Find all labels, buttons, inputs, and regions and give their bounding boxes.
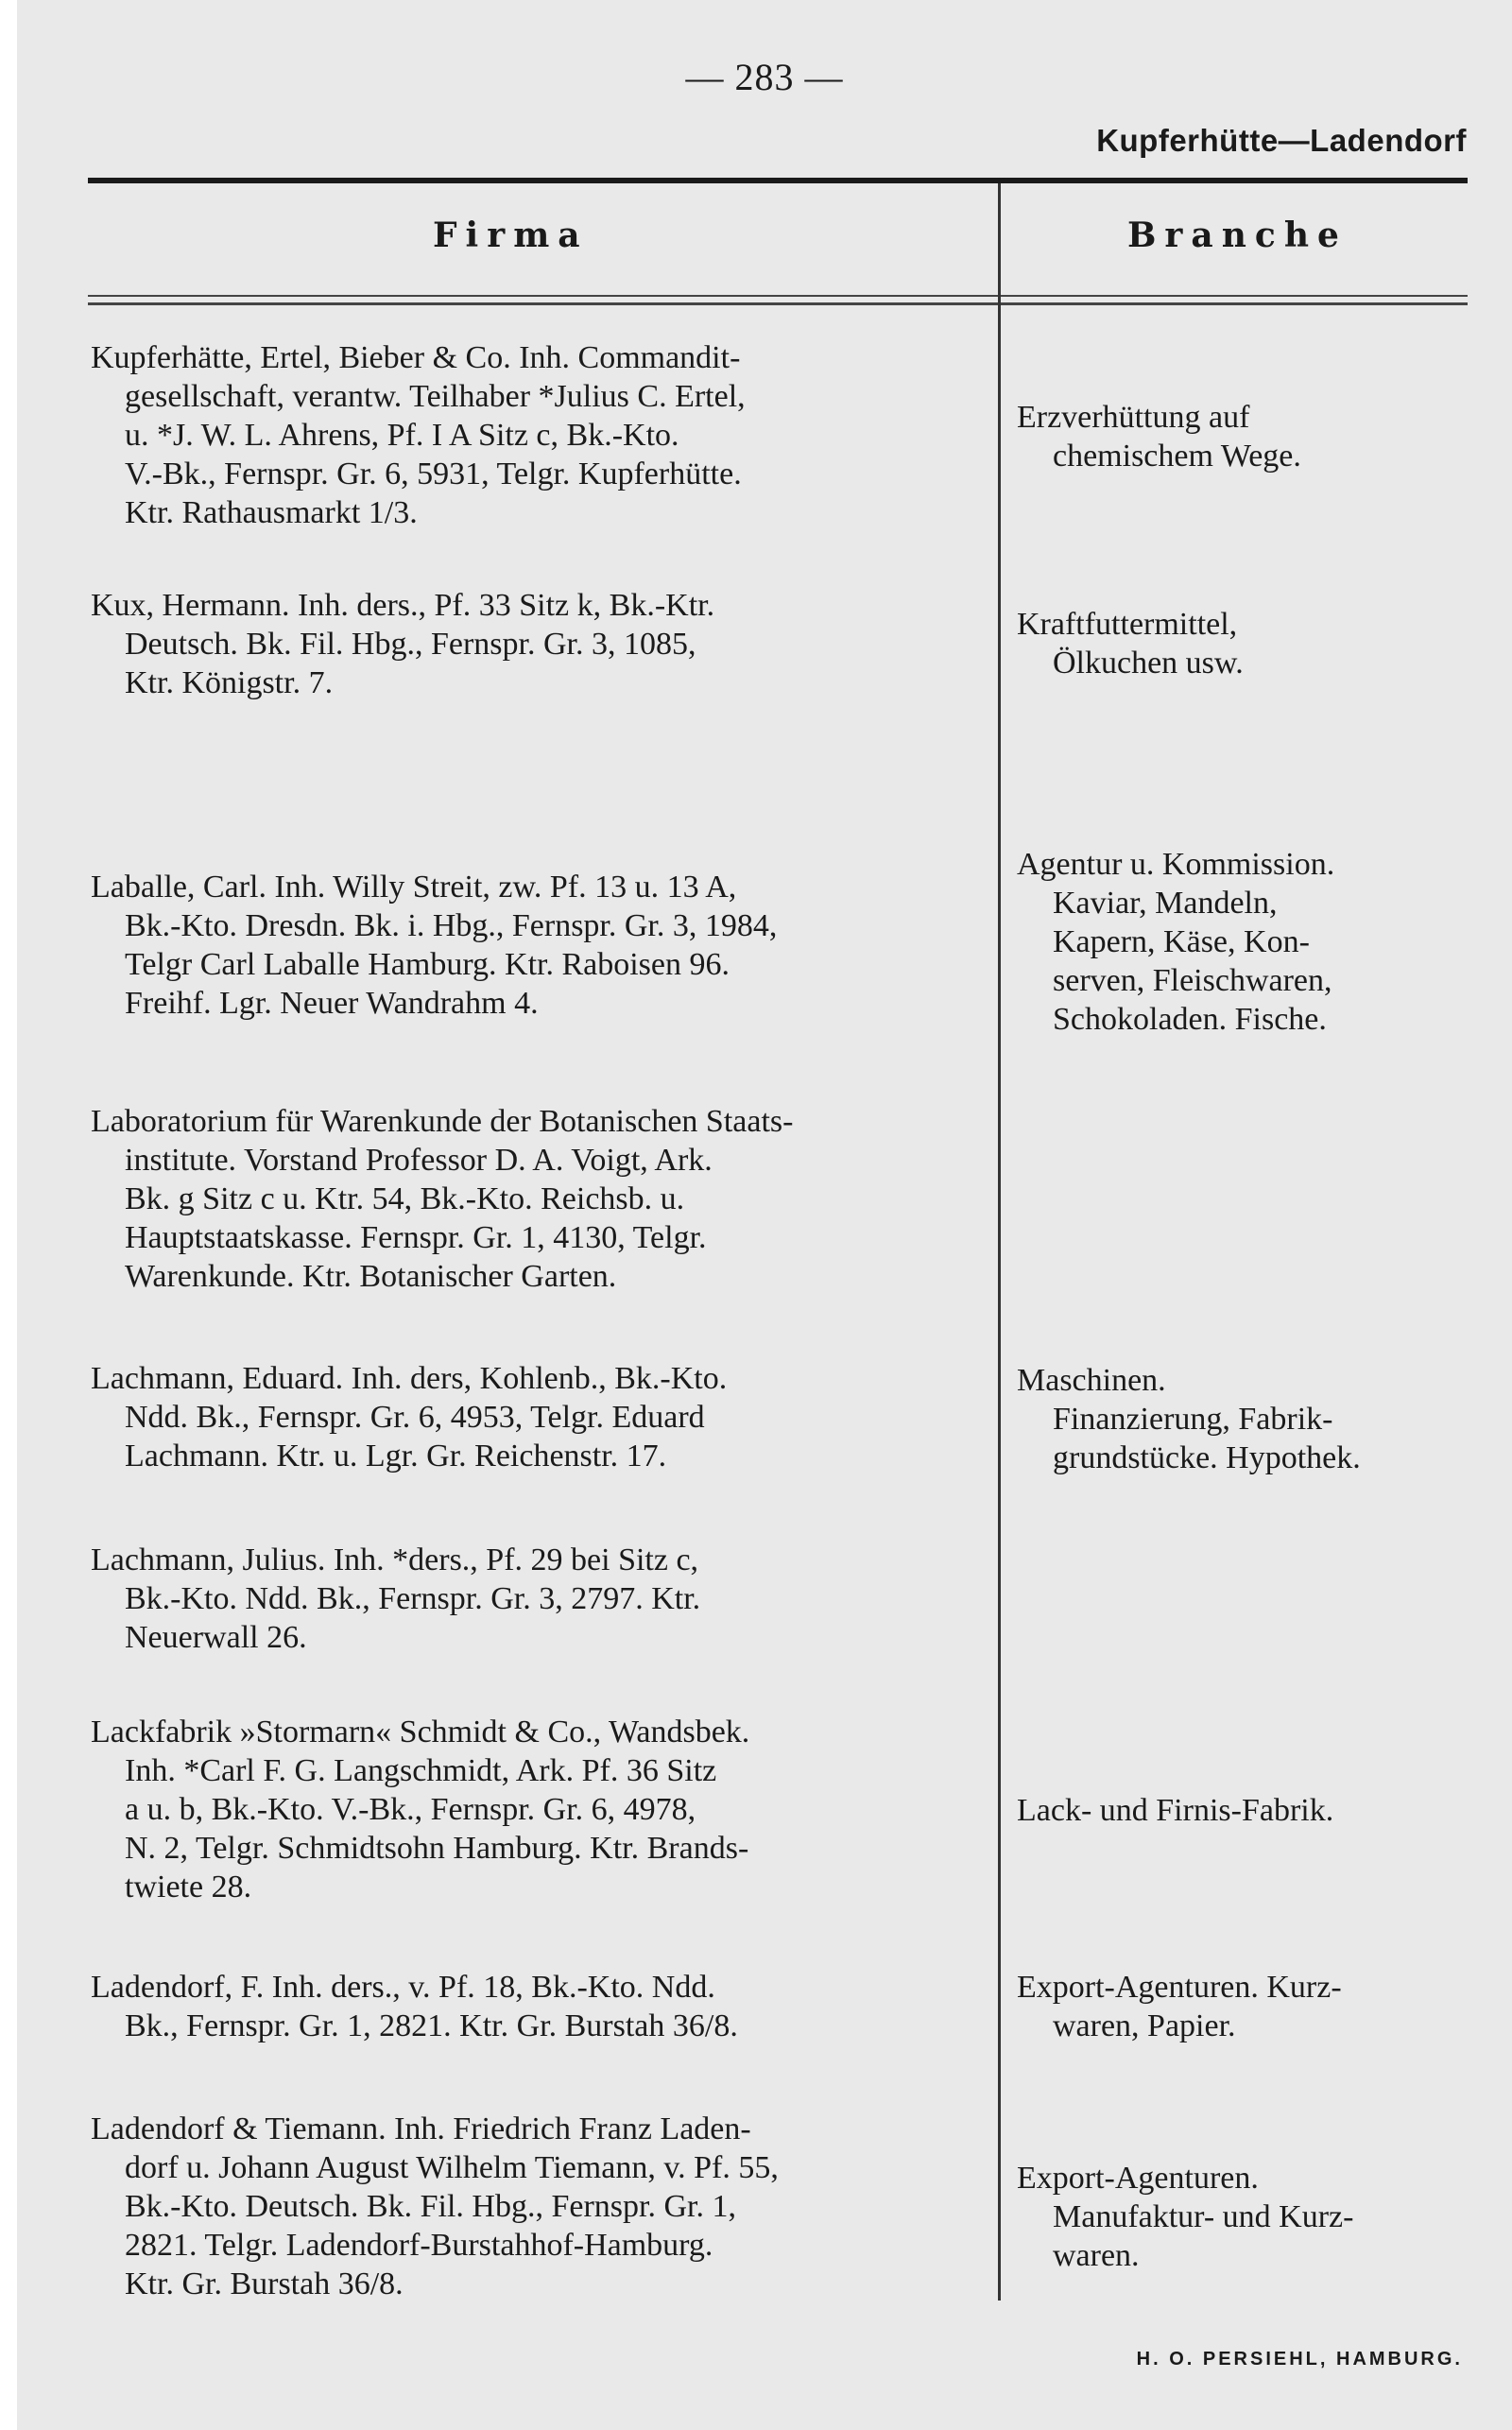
branche-line: Export-Agenturen. — [1017, 2161, 1259, 2196]
printer-imprint: H. O. PERSIEHL, HAMBURG. — [1136, 2349, 1463, 2370]
branche-line: chemischem Wege. — [1053, 439, 1301, 474]
entry-firma — [91, 2110, 988, 2303]
column-header-branche: Branche — [1127, 215, 1348, 255]
top-rule — [88, 178, 1468, 183]
column-header-firma: Firma — [433, 215, 589, 255]
entry-line: Ladendorf & Tiemann. Inh. Friedrich Franz Laden- — [91, 2111, 751, 2146]
branche-line: Ölkuchen usw. — [1053, 646, 1244, 681]
entry-firma — [91, 1713, 988, 1906]
entry-line: Kux, Hermann. Inh. ders., Pf. 33 Sitz k, Bk.-Ktr. — [91, 588, 715, 623]
header-rule — [88, 295, 1468, 297]
entry-line: Bk.-Kto. Dresdn. Bk. i. Hbg., Fernspr. Gr. 3, 1984, — [125, 908, 778, 943]
entry-line: Freihf. Lgr. Neuer Wandrahm 4. — [125, 986, 539, 1021]
entry-firma — [91, 868, 988, 1023]
entry-line: Lachmann, Eduard. Inh. ders, Kohlenb., Bk.-Kto. — [91, 1361, 728, 1396]
entry-line: Warenkunde. Ktr. Botanischer Garten. — [125, 1259, 617, 1294]
entry-line: Hauptstaatskasse. Fernspr. Gr. 1, 4130, Telgr. — [125, 1220, 707, 1255]
entry-line: Ktr. Rathausmarkt 1/3. — [125, 495, 418, 530]
entry-line: Ndd. Bk., Fernspr. Gr. 6, 4953, Telgr. Eduard — [125, 1400, 705, 1435]
branche-line: Kapern, Käse, Kon- — [1053, 924, 1310, 959]
entry-line: Ladendorf, F. Inh. ders., v. Pf. 18, Bk.-Kto. Ndd. — [91, 1970, 715, 2005]
branche-line: waren. — [1053, 2238, 1140, 2273]
entry-line: 2821. Telgr. Ladendorf-Burstahhof-Hamburg. — [125, 2228, 713, 2263]
header-rule — [88, 302, 1468, 305]
entry-line: Deutsch. Bk. Fil. Hbg., Fernspr. Gr. 3, 1085, — [125, 627, 696, 662]
entry-line: Lackfabrik »Stormarn« Schmidt & Co., Wandsbek. — [91, 1715, 750, 1749]
entry-branche — [1017, 1968, 1480, 2045]
entry-branche — [1017, 2159, 1480, 2275]
entry-line: V.-Bk., Fernspr. Gr. 6, 5931, Telgr. Kupferhütte. — [125, 457, 742, 491]
entry-line: Neuerwall 26. — [125, 1620, 307, 1655]
branche-line: grundstücke. Hypothek. — [1053, 1440, 1361, 1475]
branche-line: Kraftfuttermittel, — [1017, 607, 1238, 642]
branche-line: waren, Papier. — [1053, 2008, 1236, 2043]
entry-line: Kupferhätte, Ertel, Bieber & Co. Inh. Commandit- — [91, 340, 741, 375]
entry-line: u. *J. W. L. Ahrens, Pf. I A Sitz c, Bk.-Kto. — [125, 418, 679, 453]
entry-branche — [1017, 1791, 1480, 1830]
entry-line: gesellschaft, verantw. Teilhaber *Julius C. Ertel, — [125, 379, 746, 414]
entry-line: Laboratorium für Warenkunde der Botanischen Staats- — [91, 1104, 794, 1139]
branche-line: Agentur u. Kommission. — [1017, 847, 1335, 882]
branche-line: Finanzierung, Fabrik- — [1053, 1402, 1333, 1437]
branche-line: Schokoladen. Fische. — [1053, 1002, 1327, 1037]
entry-line: dorf u. Johann August Wilhelm Tiemann, v. Pf. 55, — [125, 2150, 779, 2185]
entry-line: institute. Vorstand Professor D. A. Voigt, Ark. — [125, 1143, 713, 1178]
branche-line: Export-Agenturen. Kurz- — [1017, 1970, 1342, 2005]
entry-branche — [1017, 605, 1480, 682]
branche-line: Lack- und Firnis-Fabrik. — [1017, 1793, 1334, 1828]
branche-line: Erzverhüttung auf — [1017, 400, 1250, 435]
entry-line: Bk.-Kto. Deutsch. Bk. Fil. Hbg., Fernspr. Gr. 1, — [125, 2189, 736, 2224]
column-divider — [998, 183, 1001, 2301]
entry-branche — [1017, 398, 1480, 475]
entry-line: Ktr. Gr. Burstah 36/8. — [125, 2266, 404, 2301]
entry-branche — [1017, 845, 1480, 1039]
entry-line: twiete 28. — [125, 1870, 252, 1904]
entry-line: Bk. g Sitz c u. Ktr. 54, Bk.-Kto. Reichsb. u. — [125, 1181, 685, 1216]
entry-firma — [91, 1968, 988, 2045]
page-number: — 283 — — [685, 56, 844, 98]
entry-line: N. 2, Telgr. Schmidtsohn Hamburg. Ktr. Brands- — [125, 1831, 749, 1866]
entry-line: a u. b, Bk.-Kto. V.-Bk., Fernspr. Gr. 6, 4978, — [125, 1792, 696, 1827]
entry-branche — [1017, 1361, 1480, 1477]
entry-line: Telgr Carl Laballe Hamburg. Ktr. Raboisen 96. — [125, 947, 730, 982]
entry-line: Bk., Fernspr. Gr. 1, 2821. Ktr. Gr. Burstah 36/8. — [125, 2008, 738, 2043]
branche-line: serven, Fleischwaren, — [1053, 963, 1332, 998]
entry-firma — [91, 1102, 988, 1296]
branche-line: Kaviar, Mandeln, — [1053, 886, 1278, 921]
entry-line: Inh. *Carl F. G. Langschmidt, Ark. Pf. 36 Sitz — [125, 1753, 717, 1788]
branche-line: Maschinen. — [1017, 1363, 1166, 1398]
entry-line: Laballe, Carl. Inh. Willy Streit, zw. Pf. 13 u. 13 A, — [91, 870, 737, 905]
entry-firma — [91, 1359, 988, 1475]
directory-page — [17, 0, 1512, 2430]
entry-firma — [91, 586, 988, 702]
entry-line: Lachmann, Julius. Inh. *ders., Pf. 29 bei Sitz c, — [91, 1542, 699, 1577]
entry-line: Ktr. Königstr. 7. — [125, 665, 334, 700]
entry-line: Lachmann. Ktr. u. Lgr. Gr. Reichenstr. 17. — [125, 1439, 667, 1474]
entry-firma — [91, 338, 988, 532]
running-head: Kupferhütte—Ladendorf — [1096, 123, 1467, 158]
entry-line: Bk.-Kto. Ndd. Bk., Fernspr. Gr. 3, 2797. Ktr. — [125, 1581, 701, 1616]
branche-line: Manufaktur- und Kurz- — [1053, 2199, 1354, 2234]
entry-firma — [91, 1541, 988, 1657]
